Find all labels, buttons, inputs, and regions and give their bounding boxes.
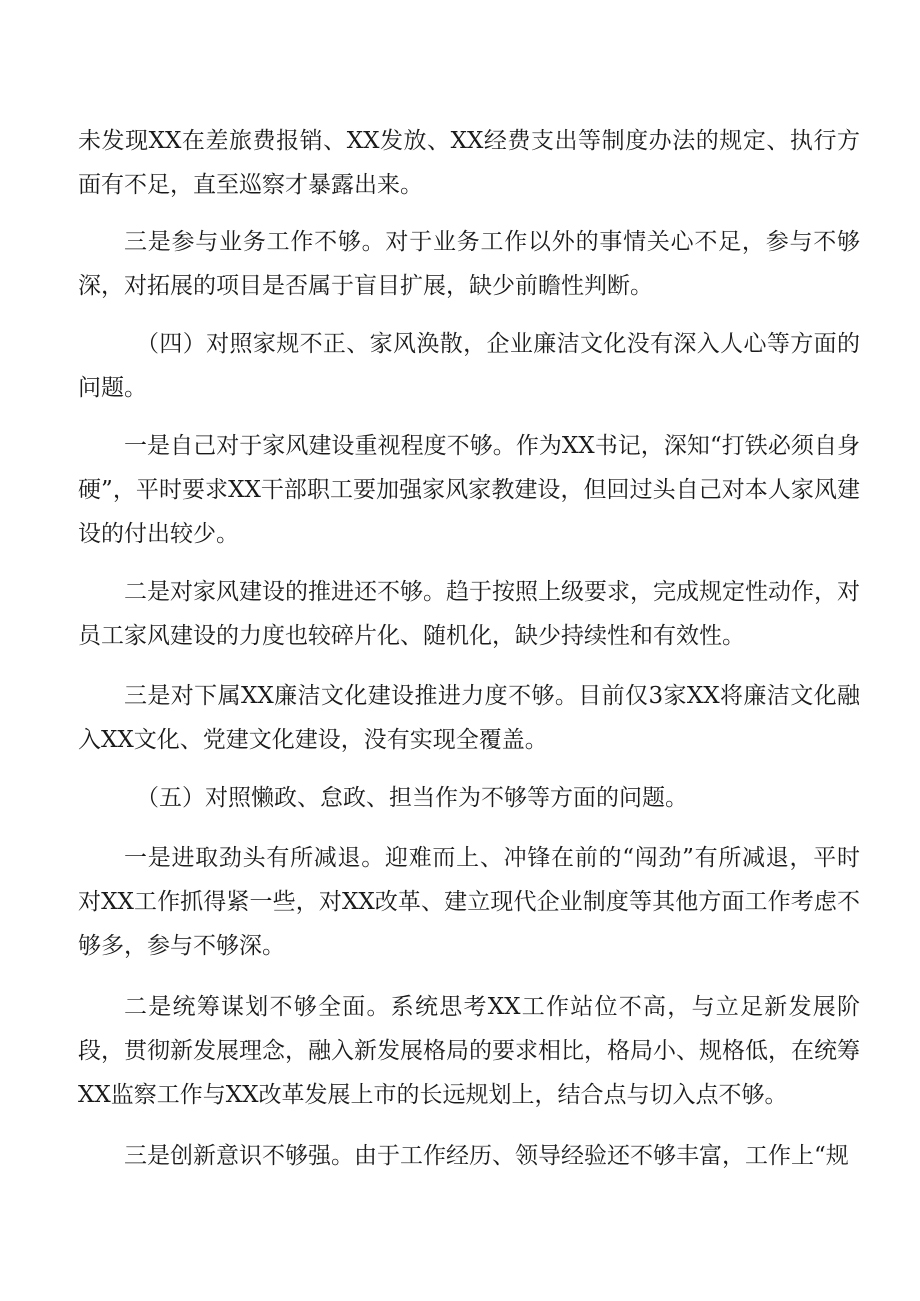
paragraph-business-work: 三是参与业务工作不够。对于业务工作以外的事情关心不足，参与不够深，对拓展的项目是否属于盲目扩展，缺少前瞻性判断。 (78, 229, 860, 299)
paragraph-family-style-importance: 一是自己对于家风建设重视程度不够。作为XX书记，深知“打铁必须自身硬”，平时要求XX干部职工要加强家风家教建设，但回过头自己对本人家风建设的付出较少。 (78, 433, 860, 547)
paragraph-enterprising-spirit: 一是进取劲头有所减退。迎难而上、冲锋在前的“闯劲”有所减退，平时对XX工作抓得紧一些，对XX改革、建立现代企业制度等其他方面工作考虑不够多，参与不够深。 (78, 845, 860, 959)
paragraph-continued: 未发现XX在差旅费报销、XX发放、XX经费支出等制度办法的规定、执行方面有不足，直至巡察才暴露出来。 (78, 128, 860, 198)
paragraph-integrity-culture: 三是对下属XX廉洁文化建设推进力度不够。目前仅3家XX将廉洁文化融入XX文化、党建文化建设，没有实现全覆盖。 (78, 683, 860, 753)
paragraph-overall-planning: 二是统筹谋划不够全面。系统思考XX工作站位不高，与立足新发展阶段，贯彻新发展理念，融入新发展格局的要求相比，格局小、规格低，在统筹XX监察工作与XX改革发展上市的长远规划上，结合点与切入点不够。 (78, 994, 860, 1108)
section-heading-four: （四）对照家规不正、家风涣散，企业廉洁文化没有深入人心等方面的问题。 (78, 331, 860, 401)
section-heading-five: （五）对照懒政、怠政、担当作为不够等方面的问题。 (136, 785, 688, 811)
paragraph-family-style-promotion: 二是对家风建设的推进还不够。趋于按照上级要求，完成规定性动作，对员工家风建设的力度也较碎片化、随机化，缺少持续性和有效性。 (78, 579, 860, 649)
paragraph-innovation-awareness: 三是创新意识不够强。由于工作经历、领导经验还不够丰富，工作上“规 (124, 1143, 849, 1169)
